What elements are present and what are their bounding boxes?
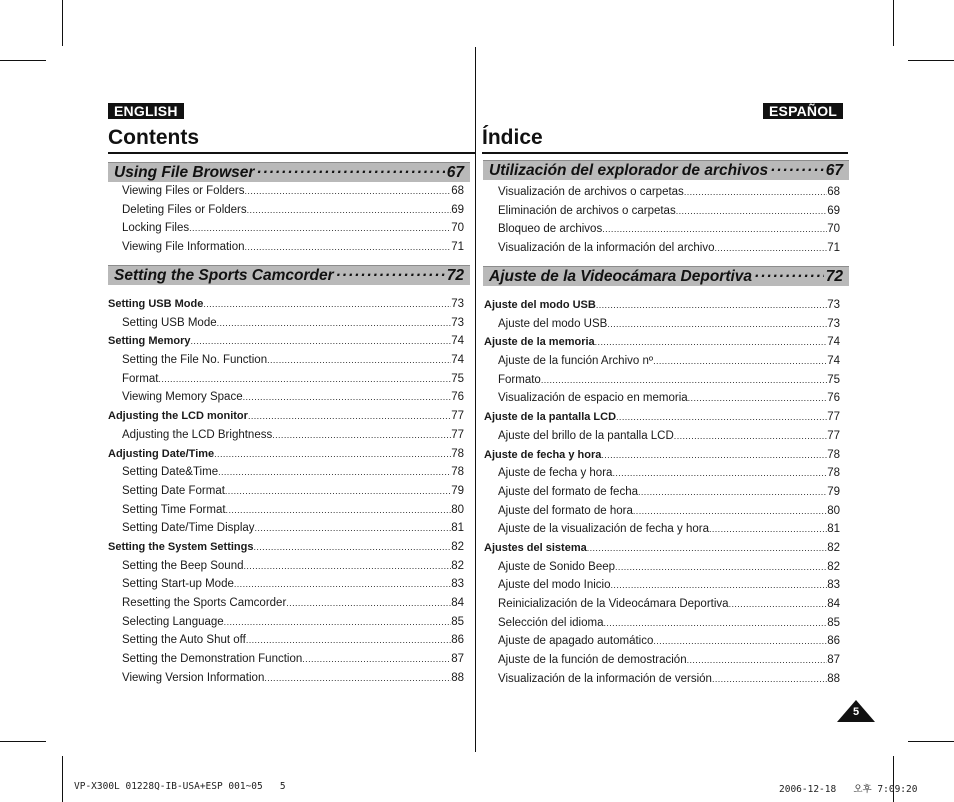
toc-entry[interactable] xyxy=(484,595,840,614)
toc-entry-page: 88 xyxy=(827,672,840,685)
toc-entry-title: Setting Date/Time Display xyxy=(122,522,255,535)
toc-entry[interactable] xyxy=(484,202,840,221)
toc-entry-page: 83 xyxy=(451,578,464,591)
leader-dots xyxy=(653,632,827,651)
leader-dots xyxy=(541,371,827,390)
toc-entry-page: 81 xyxy=(451,522,464,535)
spanish-section-heading-sports-camcorder[interactable] xyxy=(483,266,849,286)
toc-entry[interactable] xyxy=(108,650,464,669)
leader-dots xyxy=(715,239,828,258)
toc-entry[interactable] xyxy=(484,502,840,521)
leader-dots xyxy=(243,388,452,407)
leader-dots xyxy=(267,351,451,370)
toc-entry[interactable] xyxy=(484,446,840,465)
toc-entry[interactable] xyxy=(484,520,840,539)
leader-dots xyxy=(587,539,827,558)
leader-dots xyxy=(633,502,827,521)
toc-entry-title: Viewing Version Information xyxy=(122,671,265,684)
toc-entry-page: 70 xyxy=(827,223,840,236)
toc-entry-title: Eliminación de archivos o carpetas xyxy=(498,204,676,217)
leader-dots xyxy=(253,538,451,557)
crop-mark xyxy=(908,60,954,61)
toc-entry-title: Ajuste de la visualización de fecha y hora xyxy=(498,523,709,536)
leader-dots xyxy=(615,558,827,577)
toc-entry-title: Adjusting Date/Time xyxy=(108,447,215,460)
toc-entry[interactable] xyxy=(108,238,464,257)
toc-entry-page: 88 xyxy=(451,671,464,684)
toc-entry-title: Ajuste de Sonido Beep xyxy=(498,560,616,573)
leader-dots xyxy=(616,408,827,427)
toc-entry[interactable] xyxy=(108,407,464,426)
toc-entry[interactable] xyxy=(484,239,840,258)
leader-dots xyxy=(336,267,445,285)
leader-dots xyxy=(687,651,828,670)
page-number-badge xyxy=(837,700,875,722)
toc-entry[interactable] xyxy=(108,594,464,613)
leader-dots xyxy=(246,631,451,650)
toc-entry-page: 68 xyxy=(827,186,840,198)
english-page-title: Contents xyxy=(108,126,199,149)
toc-entry-page: 69 xyxy=(827,204,840,217)
leader-dots xyxy=(674,427,827,446)
english-toc-list-file-browser xyxy=(108,182,464,257)
toc-entry-title: Ajuste de la pantalla LCD xyxy=(484,411,617,424)
leader-dots xyxy=(676,202,828,221)
toc-entry-title: Ajuste del modo Inicio xyxy=(498,579,611,592)
leader-dots xyxy=(286,594,451,613)
toc-entry[interactable] xyxy=(484,352,840,371)
toc-entry-page: 74 xyxy=(827,355,840,368)
toc-entry[interactable] xyxy=(108,519,464,538)
toc-entry[interactable] xyxy=(484,315,840,334)
english-section-heading-sports-camcorder[interactable] xyxy=(108,265,470,285)
leader-dots xyxy=(602,220,827,239)
toc-entry[interactable] xyxy=(484,333,840,352)
toc-entry-title: Ajuste del modo USB xyxy=(484,299,596,311)
section-heading-page: 67 xyxy=(446,163,464,181)
toc-entry[interactable] xyxy=(108,295,464,314)
toc-entry-page: 86 xyxy=(451,634,464,647)
toc-entry-page: 84 xyxy=(827,598,840,610)
toc-entry[interactable] xyxy=(484,539,840,558)
toc-entry-title: Formato xyxy=(498,373,541,386)
toc-entry-title: Setting the Auto Shut off xyxy=(122,634,246,647)
toc-entry-page: 73 xyxy=(827,317,840,330)
toc-entry[interactable] xyxy=(108,538,464,557)
leader-dots xyxy=(272,426,451,445)
toc-entry-page: 77 xyxy=(451,428,464,441)
toc-entry-title: Resetting the Sports Camcorder xyxy=(122,597,287,609)
toc-entry-title: Reinicialización de la Videocámara Deportiva xyxy=(498,598,729,610)
toc-entry[interactable] xyxy=(484,614,840,633)
spanish-title-rule xyxy=(482,152,848,154)
toc-entry-title: Setting USB Mode xyxy=(108,298,204,310)
toc-entry[interactable] xyxy=(108,575,464,594)
toc-entry-page: 82 xyxy=(827,541,840,554)
toc-entry[interactable] xyxy=(484,427,840,446)
toc-entry-page: 85 xyxy=(827,616,840,629)
section-heading-label: Using File Browser xyxy=(114,163,255,181)
leader-dots xyxy=(245,182,452,201)
toc-entry-title: Viewing Memory Space xyxy=(122,391,243,404)
leader-dots xyxy=(601,446,827,465)
toc-entry-title: Viewing File Information xyxy=(122,241,245,254)
toc-entry-title: Selección del idioma xyxy=(498,616,604,629)
section-heading-label: Utilización del explorador de archivos xyxy=(489,161,769,179)
english-language-badge: ENGLISH xyxy=(108,103,184,119)
crop-mark xyxy=(893,756,894,802)
toc-entry-title: Visualización de archivos o carpetas xyxy=(498,186,684,198)
spanish-toc-list-sports-camcorder xyxy=(484,296,840,688)
toc-entry[interactable] xyxy=(108,351,464,370)
toc-entry-title: Setting the Beep Sound xyxy=(122,559,244,572)
page-number: 5 xyxy=(852,706,860,718)
toc-entry-page: 78 xyxy=(451,447,464,460)
toc-entry-title: Visualización de la información del archivo xyxy=(498,242,715,255)
toc-entry[interactable] xyxy=(108,314,464,333)
leader-dots xyxy=(218,463,451,482)
toc-entry-title: Adjusting the LCD Brightness xyxy=(122,428,273,441)
section-heading-label: Setting the Sports Camcorder xyxy=(114,266,334,284)
leader-dots xyxy=(653,352,827,371)
toc-entry-title: Ajuste de la función Archivo nº xyxy=(498,355,654,368)
toc-entry-title: Ajustes del sistema xyxy=(484,541,587,554)
leader-dots xyxy=(302,650,451,669)
toc-entry-page: 85 xyxy=(451,615,464,628)
toc-entry-page: 86 xyxy=(827,635,840,648)
leader-dots xyxy=(244,557,452,576)
crop-mark xyxy=(908,741,954,742)
leader-dots xyxy=(770,162,824,180)
toc-entry-page: 75 xyxy=(451,372,464,385)
leader-dots xyxy=(191,332,452,351)
leader-dots xyxy=(247,201,452,220)
crop-mark xyxy=(62,0,63,46)
toc-entry[interactable] xyxy=(108,631,464,650)
toc-entry[interactable] xyxy=(108,613,464,632)
section-heading-page: 72 xyxy=(825,267,843,285)
toc-entry-title: Ajuste de fecha y hora xyxy=(498,467,613,480)
toc-entry-page: 81 xyxy=(827,523,840,536)
crop-mark xyxy=(0,741,46,742)
print-footer-left: VP-X300L 01228Q-IB-USA+ESP 001~05 5 xyxy=(74,781,286,792)
toc-entry-title: Setting Date&Time xyxy=(122,466,219,479)
leader-dots xyxy=(189,219,451,238)
leader-dots xyxy=(224,613,452,632)
toc-entry-page: 73 xyxy=(827,299,840,311)
leader-dots xyxy=(754,268,824,286)
toc-entry[interactable] xyxy=(484,651,840,670)
toc-entry-title: Setting the Demonstration Function xyxy=(122,653,303,666)
toc-entry-page: 76 xyxy=(827,392,840,405)
english-toc-list-sports-camcorder xyxy=(108,295,464,687)
toc-entry-page: 74 xyxy=(827,336,840,349)
toc-entry[interactable] xyxy=(108,463,464,482)
spanish-toc-list-file-browser xyxy=(484,183,840,258)
section-heading-page: 67 xyxy=(825,161,843,179)
toc-entry-title: Setting Date Format xyxy=(122,484,225,497)
leader-dots xyxy=(234,575,451,594)
leader-dots xyxy=(203,295,451,314)
toc-entry-page: 78 xyxy=(827,467,840,480)
toc-entry[interactable] xyxy=(484,670,840,689)
leader-dots xyxy=(611,576,828,595)
toc-entry-page: 77 xyxy=(827,429,840,442)
toc-entry-page: 80 xyxy=(827,504,840,517)
toc-entry-title: Selecting Language xyxy=(122,615,224,628)
toc-entry[interactable] xyxy=(484,408,840,427)
leader-dots xyxy=(607,315,827,334)
toc-entry-page: 78 xyxy=(451,466,464,479)
section-heading-label: Ajuste de la Videocámara Deportiva xyxy=(489,267,753,285)
toc-entry-title: Ajuste del modo USB xyxy=(498,317,608,330)
leader-dots xyxy=(245,238,452,257)
spanish-language-badge: ESPAÑOL xyxy=(763,103,843,119)
toc-entry[interactable] xyxy=(484,464,840,483)
toc-entry-page: 82 xyxy=(827,560,840,573)
toc-entry-page: 87 xyxy=(451,653,464,666)
toc-entry-title: Viewing Files or Folders xyxy=(122,185,245,197)
crop-mark xyxy=(62,756,63,802)
toc-entry-page: 69 xyxy=(451,203,464,216)
toc-entry[interactable] xyxy=(108,201,464,220)
leader-dots xyxy=(225,482,451,501)
toc-entry-page: 68 xyxy=(451,185,464,197)
toc-entry-title: Ajuste de la función de demostración xyxy=(498,654,687,667)
toc-entry-page: 71 xyxy=(451,241,464,254)
leader-dots xyxy=(255,519,452,538)
english-title-rule xyxy=(108,152,476,154)
toc-entry-page: 77 xyxy=(827,411,840,424)
toc-entry-title: Locking Files xyxy=(122,222,190,235)
toc-entry-title: Visualización de la información de versión xyxy=(498,672,712,685)
toc-entry[interactable] xyxy=(484,389,840,408)
toc-entry-page: 71 xyxy=(827,242,840,255)
toc-entry[interactable] xyxy=(484,576,840,595)
toc-entry-page: 75 xyxy=(827,373,840,386)
toc-entry[interactable] xyxy=(484,183,840,202)
leader-dots xyxy=(248,407,451,426)
toc-entry-title: Format xyxy=(122,372,159,385)
section-heading-page: 72 xyxy=(446,266,464,284)
toc-entry-title: Ajuste de apagado automático xyxy=(498,635,654,648)
leader-dots xyxy=(612,464,827,483)
toc-entry-page: 70 xyxy=(451,222,464,235)
toc-entry-title: Deleting Files or Folders xyxy=(122,203,247,216)
leader-dots xyxy=(603,614,827,633)
toc-entry[interactable] xyxy=(484,296,840,315)
toc-entry-page: 73 xyxy=(451,316,464,329)
toc-entry[interactable] xyxy=(108,482,464,501)
toc-entry[interactable] xyxy=(108,669,464,688)
toc-entry-title: Setting USB Mode xyxy=(122,316,217,329)
toc-entry-page: 74 xyxy=(451,335,464,348)
toc-entry-title: Ajuste del formato de fecha xyxy=(498,485,638,498)
toc-entry-page: 74 xyxy=(451,354,464,367)
leader-dots xyxy=(709,520,827,539)
leader-dots xyxy=(712,670,827,689)
toc-entry[interactable] xyxy=(108,426,464,445)
toc-entry-page: 79 xyxy=(827,485,840,498)
crop-mark xyxy=(0,60,46,61)
spanish-page-title: Índice xyxy=(482,126,543,149)
leader-dots xyxy=(256,164,444,182)
leader-dots xyxy=(158,370,451,389)
toc-entry[interactable] xyxy=(108,332,464,351)
leader-dots xyxy=(688,389,828,408)
toc-entry-title: Setting the System Settings xyxy=(108,540,254,553)
toc-entry-title: Ajuste del formato de hora xyxy=(498,504,633,517)
toc-entry[interactable] xyxy=(108,501,464,520)
toc-entry-title: Setting Memory xyxy=(108,335,191,348)
toc-entry-page: 76 xyxy=(451,391,464,404)
toc-entry-title: Ajuste de fecha y hora xyxy=(484,448,602,461)
leader-dots xyxy=(596,296,827,315)
toc-entry[interactable] xyxy=(484,632,840,651)
toc-entry[interactable] xyxy=(108,370,464,389)
toc-entry-title: Setting Time Format xyxy=(122,503,226,516)
toc-entry[interactable] xyxy=(108,219,464,238)
leader-dots xyxy=(595,333,828,352)
leader-dots xyxy=(729,595,828,614)
toc-entry[interactable] xyxy=(108,445,464,464)
leader-dots xyxy=(684,183,827,202)
toc-entry[interactable] xyxy=(108,182,464,201)
english-section-heading-file-browser[interactable] xyxy=(108,162,470,182)
toc-entry[interactable] xyxy=(484,483,840,502)
leader-dots xyxy=(217,314,452,333)
toc-entry-page: 73 xyxy=(451,298,464,310)
toc-entry[interactable] xyxy=(484,220,840,239)
spanish-section-heading-file-browser[interactable] xyxy=(483,160,849,180)
toc-entry-page: 80 xyxy=(451,503,464,516)
toc-entry-page: 84 xyxy=(451,597,464,609)
toc-entry-title: Setting Start-up Mode xyxy=(122,578,234,591)
toc-entry-page: 78 xyxy=(827,448,840,461)
toc-entry[interactable] xyxy=(484,558,840,577)
leader-dots xyxy=(638,483,827,502)
toc-entry-title: Adjusting the LCD monitor xyxy=(108,410,248,423)
leader-dots xyxy=(214,445,451,464)
toc-entry[interactable] xyxy=(108,388,464,407)
toc-entry-page: 82 xyxy=(451,540,464,553)
toc-entry-title: Setting the File No. Function xyxy=(122,354,268,367)
leader-dots xyxy=(264,669,451,688)
print-footer-right: 2006-12-18 오후 7:09:20 xyxy=(779,784,918,795)
toc-entry[interactable] xyxy=(108,557,464,576)
toc-entry-page: 87 xyxy=(827,654,840,667)
toc-entry-title: Bloqueo de archivos xyxy=(498,223,603,236)
toc-entry[interactable] xyxy=(484,371,840,390)
toc-entry-page: 79 xyxy=(451,484,464,497)
toc-entry-title: Ajuste de la memoria xyxy=(484,336,595,349)
crop-mark xyxy=(893,0,894,46)
toc-entry-title: Visualización de espacio en memoria xyxy=(498,392,688,405)
toc-entry-page: 83 xyxy=(827,579,840,592)
toc-entry-title: Ajuste del brillo de la pantalla LCD xyxy=(498,429,674,442)
toc-entry-page: 77 xyxy=(451,410,464,423)
toc-entry-page: 82 xyxy=(451,559,464,572)
leader-dots xyxy=(226,501,452,520)
